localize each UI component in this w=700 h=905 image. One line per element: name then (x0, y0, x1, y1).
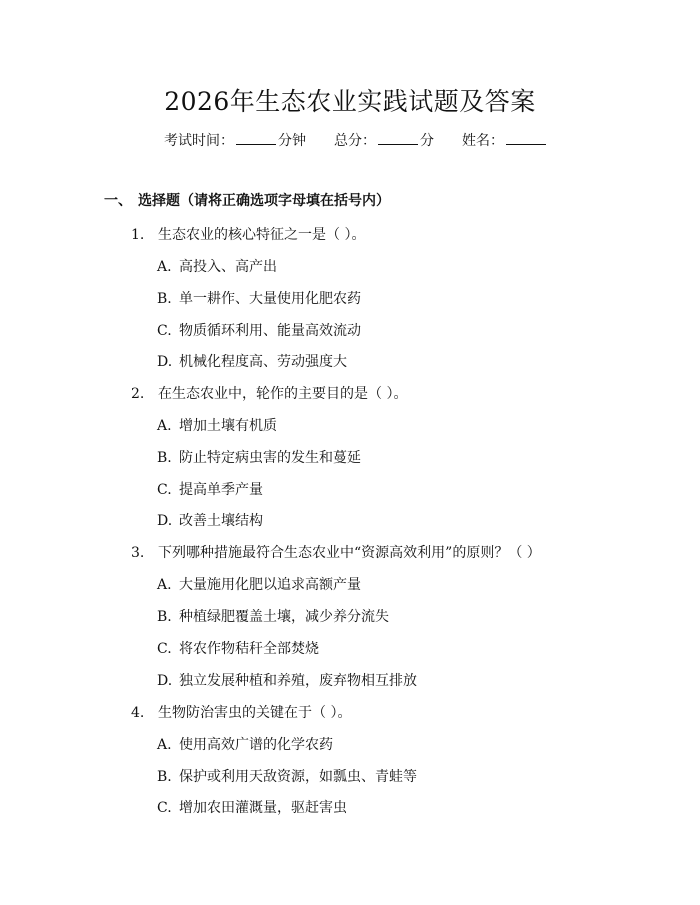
question-4-option-c (157, 797, 347, 817)
option-text: 改善土壤结构 (179, 513, 263, 529)
section-title: 选择题（请将正确选项字母填在括号内） (138, 193, 390, 209)
question-text: 生态农业的核心特征之一是（ ）。 (158, 227, 366, 243)
question-3 (131, 542, 541, 562)
option-text: 增加土壤有机质 (179, 418, 277, 434)
option-letter: D. (157, 513, 173, 529)
section-heading (104, 190, 390, 210)
option-letter: A. (157, 737, 172, 753)
question-text: 生物防治害虫的关键在于（ ）。 (158, 705, 352, 721)
question-2 (131, 383, 407, 403)
question-number: 4. (131, 705, 145, 721)
option-text: 独立发展种植和养殖，废弃物相互排放 (179, 673, 417, 689)
option-text: 机械化程度高、劳动强度大 (179, 354, 347, 370)
exam-time-field (164, 130, 306, 150)
option-text: 使用高效广谱的化学农药 (179, 737, 333, 753)
option-letter: C. (157, 323, 172, 339)
option-letter: C. (157, 641, 172, 657)
question-number: 1. (131, 227, 145, 243)
option-letter: C. (157, 482, 172, 498)
question-3-option-b (157, 606, 389, 626)
option-letter: B. (157, 291, 172, 307)
question-3-option-a (157, 574, 361, 594)
option-letter: D. (157, 354, 173, 370)
option-text: 单一耕作、大量使用化肥农药 (179, 291, 361, 307)
question-4-option-a (157, 734, 333, 754)
exam-time-label: 考试时间： (164, 133, 234, 149)
option-text: 防止特定病虫害的发生和蔓延 (179, 450, 361, 466)
option-text: 高投入、高产出 (179, 259, 277, 275)
question-1-option-a (157, 256, 277, 276)
option-letter: A. (157, 259, 172, 275)
section-number: 一、 (104, 193, 132, 209)
total-score-unit: 分 (420, 133, 434, 149)
name-field (462, 130, 548, 150)
option-letter: B. (157, 769, 172, 785)
exam-info-line (164, 130, 548, 150)
question-1 (131, 224, 365, 244)
page-title: 2026年生态农业实践试题及答案 (164, 87, 536, 116)
question-2-option-d (157, 510, 263, 530)
option-text: 提高单季产量 (179, 482, 263, 498)
question-2-option-c (157, 479, 263, 499)
question-4 (131, 702, 351, 722)
option-text: 种植绿肥覆盖土壤，减少养分流失 (179, 609, 389, 625)
total-score-field (334, 130, 434, 150)
option-text: 保护或利用天敌资源，如瓢虫、青蛙等 (179, 769, 417, 785)
option-letter: D. (157, 673, 173, 689)
option-letter: A. (157, 418, 172, 434)
option-text: 将农作物秸秆全部焚烧 (179, 641, 319, 657)
exam-time-blank[interactable] (236, 130, 276, 145)
exam-time-unit: 分钟 (278, 133, 306, 149)
total-score-blank[interactable] (378, 130, 418, 145)
option-text: 大量施用化肥以追求高额产量 (179, 577, 361, 593)
option-letter: B. (157, 450, 172, 466)
total-score-label: 总分： (334, 133, 376, 149)
option-text: 物质循环利用、能量高效流动 (179, 323, 361, 339)
question-1-option-b (157, 288, 361, 308)
question-text: 下列哪种措施最符合生态农业中“资源高效利用”的原则？（ ） (158, 545, 541, 561)
option-letter: A. (157, 577, 172, 593)
question-3-option-c (157, 638, 319, 658)
question-1-option-d (157, 351, 347, 371)
question-number: 2. (131, 386, 145, 402)
option-text: 增加农田灌溉量，驱赶害虫 (179, 800, 347, 816)
question-4-option-b (157, 766, 417, 786)
question-number: 3. (131, 545, 145, 561)
question-text: 在生态农业中，轮作的主要目的是（ ）。 (158, 386, 408, 402)
question-3-option-d (157, 670, 417, 690)
name-blank[interactable] (506, 130, 546, 145)
option-letter: B. (157, 609, 172, 625)
question-2-option-b (157, 447, 361, 467)
question-1-option-c (157, 320, 361, 340)
question-2-option-a (157, 415, 277, 435)
name-label: 姓名： (462, 133, 504, 149)
option-letter: C. (157, 800, 172, 816)
